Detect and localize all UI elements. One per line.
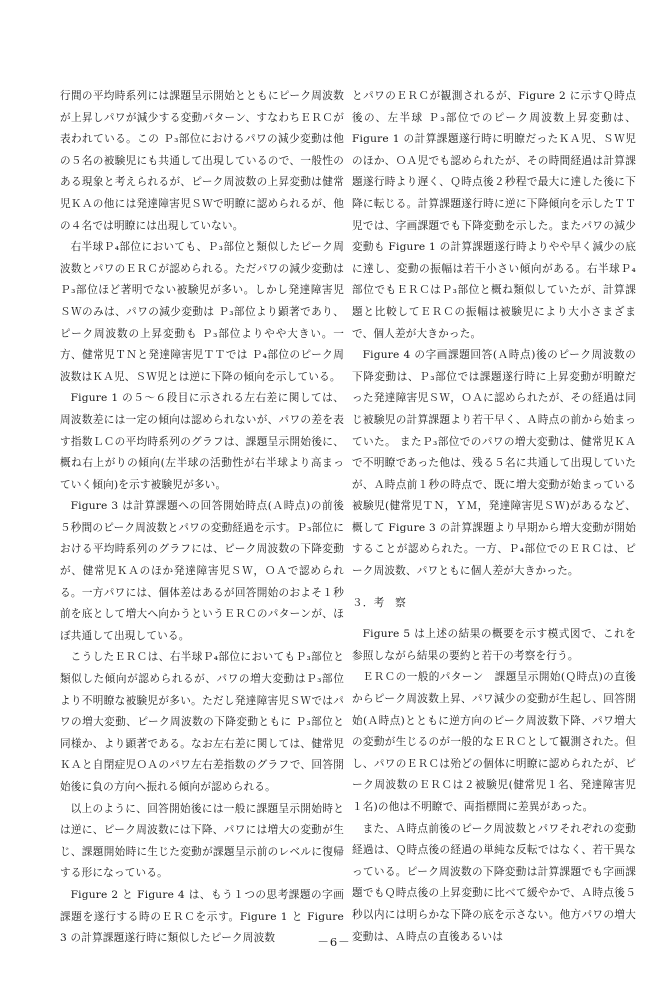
paragraph: こうしたＥＲＣは、右半球Ｐ₄部位においてもＰ₃部位と類似した傾向が認められるが、パワの増大変動はＰ₃部位より不明瞭な被験児が多い。ただし発達障害児ＳＷではパワの増大変動、ピーク周波数の下降変動ともに Ｐ₃部位と同様か、より顕著である。なお左右差に関しては、健常児ＫＡと自閉症児ＯＡのパワ左右差指数のグラフで、回答開始後に負の方向へ振れる傾向が認められる。	[60, 651, 344, 793]
left-column	[60, 86, 344, 950]
right-column	[352, 86, 636, 948]
paragraph: Figure 5 は上述の結果の概要を示す模式図で、これを参照しながら結果の要約と若干の考察を行う。	[352, 628, 636, 662]
paragraph: また、Ａ時点前後のピーク周波数とパワそれぞれの変動経過は、Ｑ時点後の経過の単純な反転ではなく、若干異なっている。ピーク周波数の下降変動は計算課題でも字画課題でもＱ時点後の上昇変動に比べて緩やかで、Ａ時点後５秒以内には明らかな下降の底を示さない。他方パワの増大変動は、Ａ時点の直後あるいは	[352, 822, 636, 943]
paragraph: Figure 4 の字画課題回答(Ａ時点)後のピーク周波数の下降変動は、Ｐ₃部位では課題遂行時に上昇変動が明瞭だった発達障害児ＳＷ，ＯＡに認められたが、その経過は同じ被験児の計算課題より若干早く、Ａ時点の前から始まっていた。 またＰ₃部位でのパワの増大変動は、健常児ＫＡで不明瞭であった他は、残る５名に共通して出現していたが、Ａ時点前１秒の時点で、既に増大変動が始まっている被験児(健常児ＴＮ，ＹＭ，発達障害児ＳＷ)があるなど、概して Figure 3 の計算課題より早期から増大変動が開始することが認められた。一方、Ｐ₄部位でのＥＲＣは、ピーク周波数、パワともに個人差が大きかった。	[352, 349, 636, 578]
paragraph: ＥＲＣの一般的パターン 課題呈示開始(Ｑ時点)の直後からピーク周波数上昇、パワ減少の変動が生起し、回答開始(Ａ時点)とともに逆方向のピーク周波数下降、パワ増大の変動が生じるのが一般的なＥＲＣとして観測された。但し、パワのＥＲＣは殆どの個体に明瞭に認められたが、ピーク周波数のＥＲＣは２被験児(健常児１名、発達障害児１名)の他は不明瞭で、両指標間に差異があった。	[352, 671, 636, 813]
paragraph: 以上のように、回答開始後には一般に課題呈示開始時とは逆に、ピーク周波数には下降、パワには増大の変動が生じ、課題開始時に生じた変動が課題呈示前のレベルに復帰する形になっている。	[60, 802, 344, 880]
page-number: －6－	[317, 935, 351, 949]
section-heading: ３．考 察	[352, 596, 406, 609]
paragraph: Figure 3 は計算課題への回答開始時点(Ａ時点)の前後５秒間のピーク周波数とパワの変動経過を示す。Ｐ₃部位における平均時系列のグラフには、ピーク周波数の下降変動が、健常児ＫＡのほか発達障害児ＳＷ，ＯＡで認められる。一方パワには、個体差はあるが回答開始のおよそ１秒前を底として増大へ向かうというＥＲＣのパターンが、ほぼ共通して出現している。	[60, 500, 344, 642]
paragraph: 右半球Ｐ₄部位においても、Ｐ₃部位と類似したピーク周波数とパワのＥＲＣが認められる。ただパワの減少変動は Ｐ₃部位ほど著明でない被験児が多い。しかし発達障害児ＳＷのみは、パワの減少変動は Ｐ₃部位より顕著であり、ピーク周波数の上昇変動も Ｐ₃部位よりやや大きい。一方、健常児ＴＮと発達障害児ＴＴでは Ｐ₄部位のピーク周波数はＫＡ児、ＳＷ児とは逆に下降の傾向を示している。	[60, 241, 344, 383]
paragraph: 行間の平均時系列には課題呈示開始とともにピーク周波数が上昇しパワが減少する変動パターン、すなわちＥＲＣが表われている。この Ｐ₃部位におけるパワの減少変動は他の５名の被験児にも共通して出現しているので、一般性のある現象と考えられるが、ピーク周波数の上昇変動は健常児ＫＡの他には発達障害児ＳＷで明瞭に認められるが、他の４名では明瞭には出現していない。	[60, 90, 344, 232]
paragraph: とパワのＥＲＣが観測されるが、Figure 2 に示すＱ時点後の、左半球 Ｐ₃部位でのピーク周波数上昇変動は、Figure 1 の計算課題遂行時に明瞭だったＫＡ児、ＳＷ児のほか、ＯＡ児でも認められたが、その時間経過は計算課題遂行時より遅く、Ｑ時点後２秒程で最大に達した後に下降に転じる。計算課題遂行時に逆に下降傾向を示したＴＴ児では、字画課題でも下降変動を示した。またパワの減少変動も Figure 1 の計算課題遂行時よりやや早く減少の底に達し、変動の振幅は若干小さい傾向がある。右半球Ｐ₄部位でもＥＲＣはＰ₃部位と概ね類似していたが、計算課題と比較してＥＲＣの振幅は被験児により大小さまざまで、個人差が大きかった。	[352, 90, 636, 340]
paragraph: Figure 2 と Figure 4 は、もう１つの思考課題の字画課題を遂行する時のＥＲＣを示す。Figure 1 と Figure 3 の計算課題遂行時に類似したピーク周波数	[60, 888, 344, 945]
paragraph: Figure 1 の５～６段目に示される左右差に関しては、周波数差には一定の傾向は認められないが、パワの差を表す指数ＬＣの平均時系列のグラフは、課題呈示開始後に、概ね右上がりの傾向(左半球の活動性が右半球より高まっていく傾向)を示す被験児が多い。	[60, 392, 344, 491]
